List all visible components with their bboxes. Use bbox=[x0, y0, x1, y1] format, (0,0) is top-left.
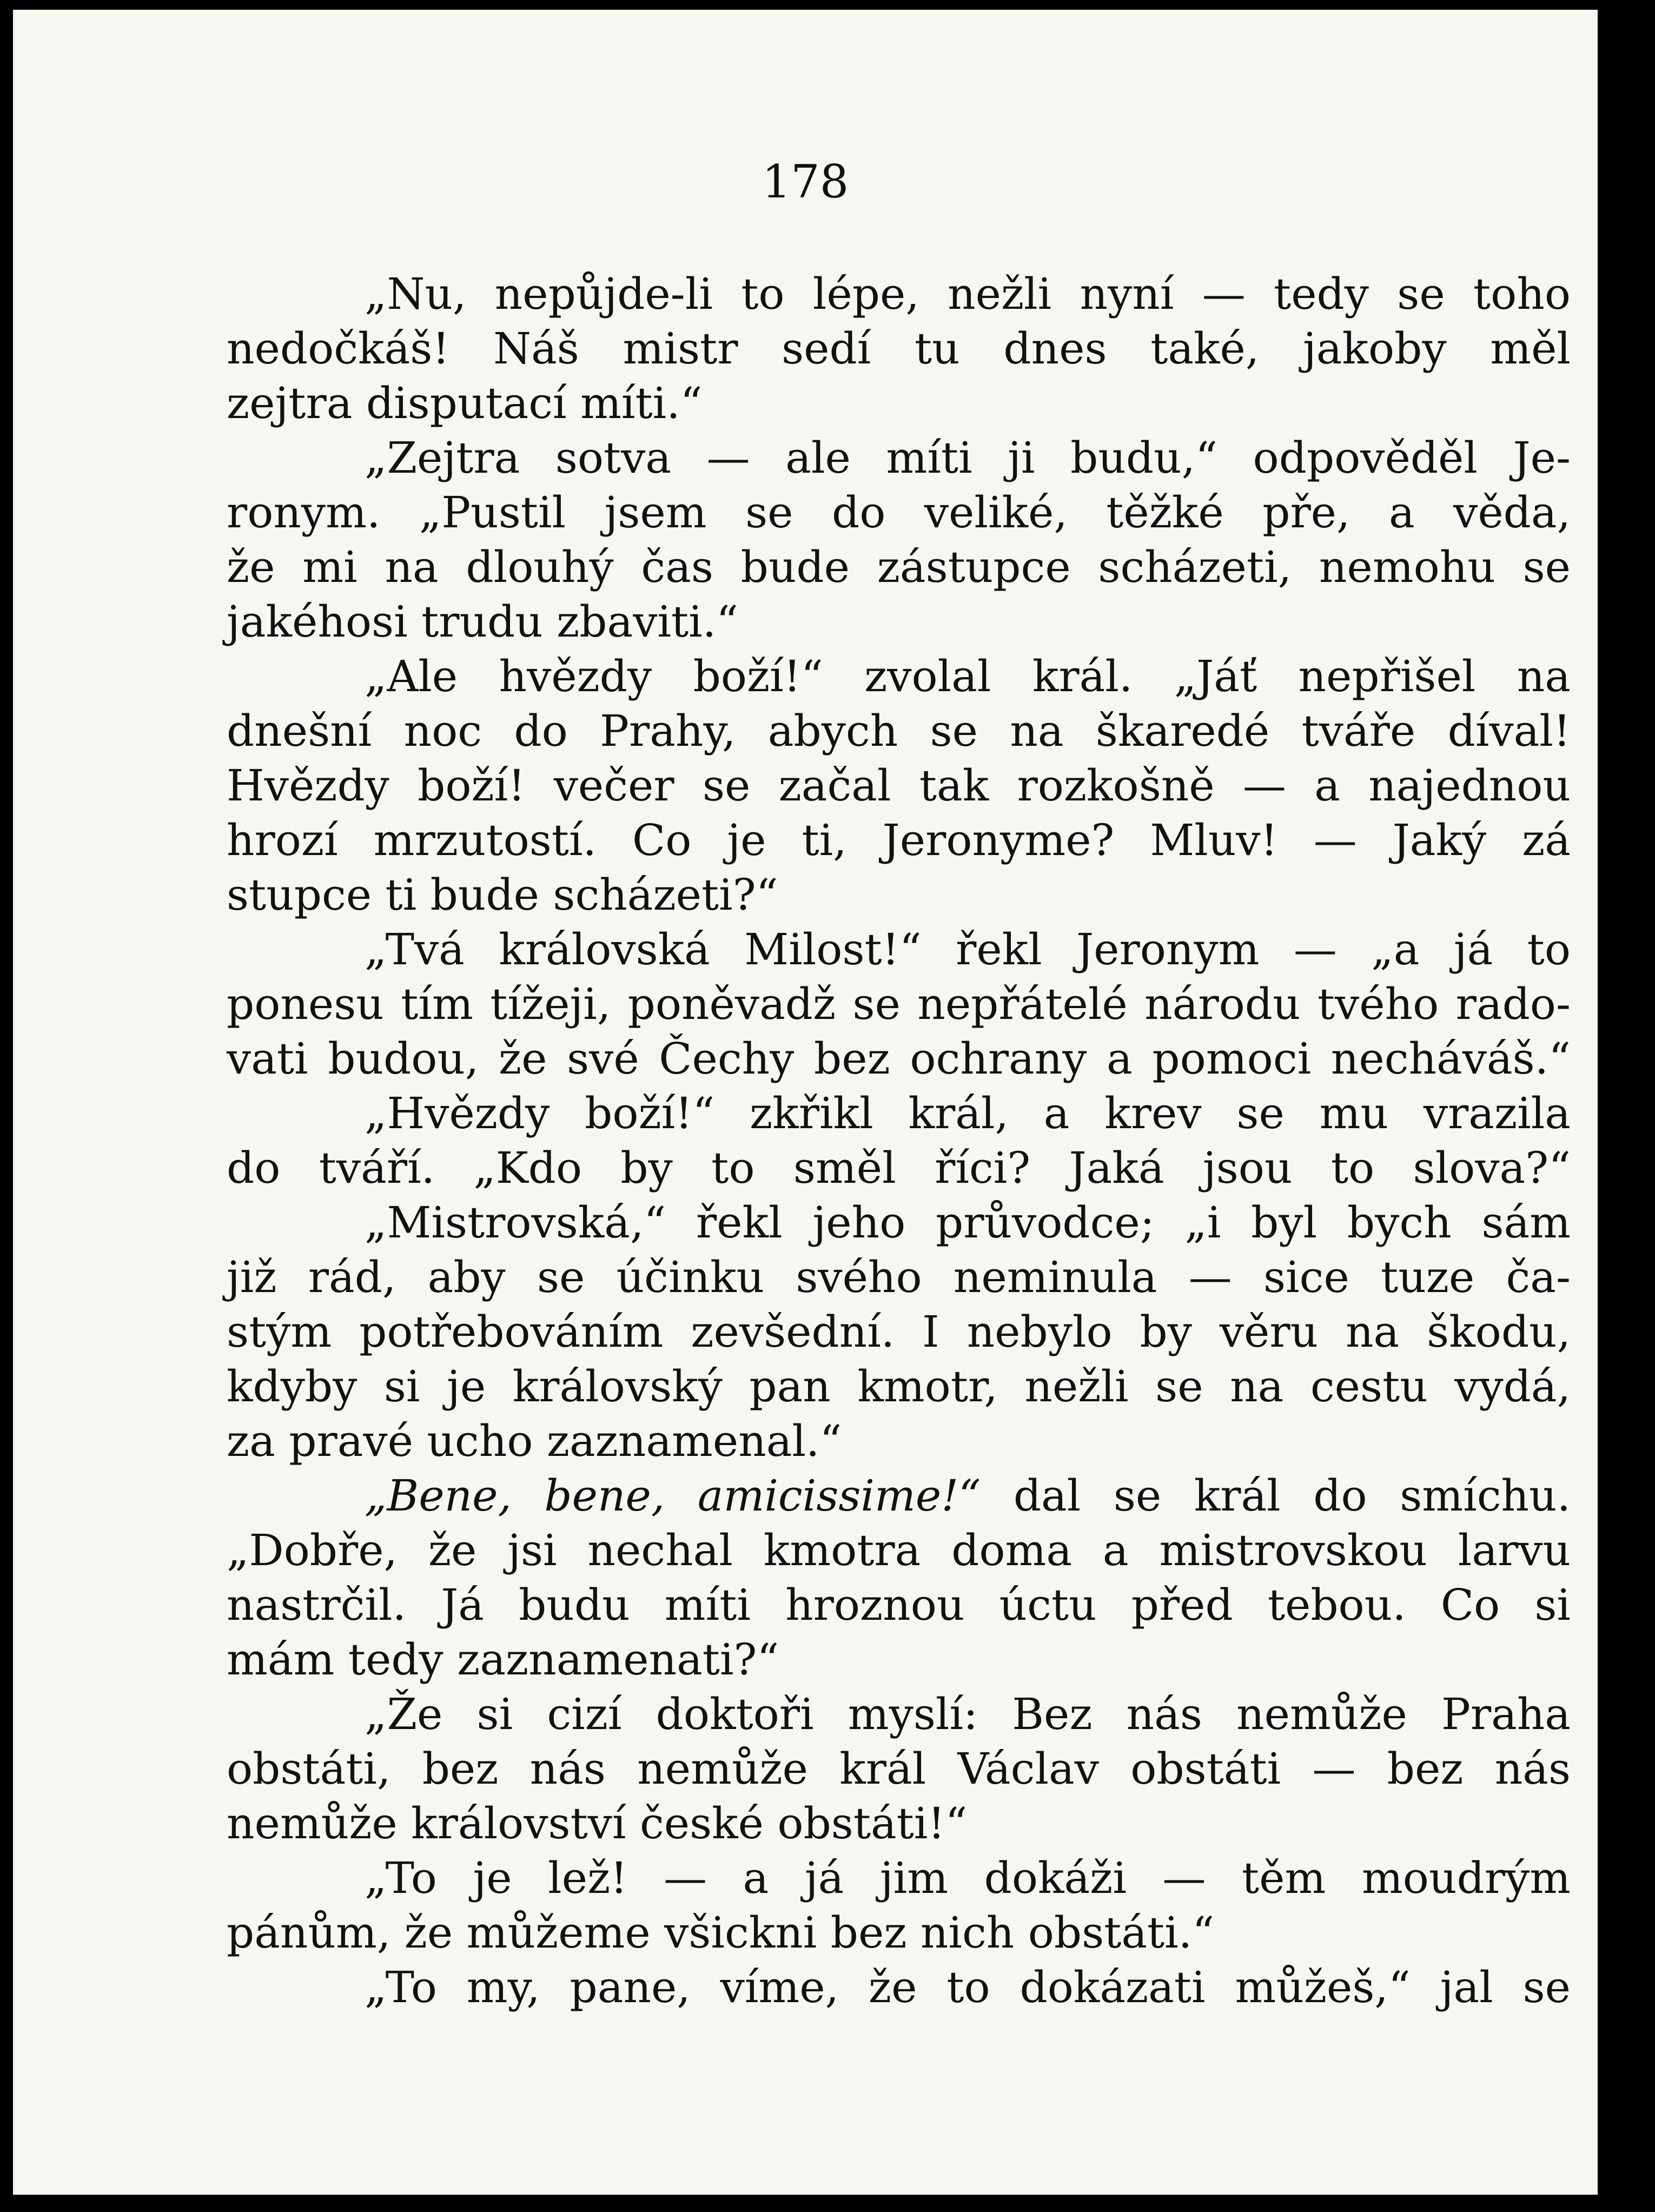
text-line: Hvězdy boží! večer se začal tak rozkošně — a najednou bbox=[227, 760, 1571, 811]
text-line: pánům, že můžeme všickni bez nich obstáti.“ bbox=[227, 1908, 1215, 1958]
page-number: 178 bbox=[762, 155, 849, 208]
text-line: do tváří. „Kdo by to směl říci? Jaká jsou to slova?“ bbox=[227, 1143, 1571, 1193]
text-line: stým potřebováním zevšední. I nebylo by věru na škodu, bbox=[227, 1307, 1571, 1357]
text-line: ronym. „Pustil jsem se do veliké, těžké pře, a věda, bbox=[227, 487, 1571, 538]
text-line: nastrčil. Já budu míti hroznou úctu před tebou. Co si bbox=[227, 1580, 1571, 1630]
text-line-rest: dal se král do smíchu. bbox=[1013, 1471, 1571, 1521]
text-line: mám tedy zaznamenati?“ bbox=[227, 1634, 779, 1685]
text-line: „Tvá královská Milost!“ řekl Jeronym — „a já to bbox=[365, 924, 1571, 975]
text-line: zejtra disputací míti.“ bbox=[227, 378, 703, 428]
text-line: již rád, aby se účinku svého neminula — sice tuze ča- bbox=[227, 1252, 1571, 1302]
latin-phrase: „Bene, bene, amicissime!“ bbox=[365, 1471, 1014, 1521]
text-line: stupce ti bude scházeti?“ bbox=[227, 870, 778, 920]
text-line: že mi na dlouhý čas bude zástupce scházeti, nemohu se bbox=[227, 542, 1571, 592]
text-line: vati budou, že své Čechy bez ochrany a pomoci necháváš.“ bbox=[227, 1034, 1571, 1084]
text-line: nedočkáš! Náš mistr sedí tu dnes také, jakoby měl bbox=[227, 323, 1571, 374]
text-line: „Dobře, že jsi nechal kmotra doma a mistrovskou larvu bbox=[227, 1525, 1571, 1575]
text-line: jakéhosi trudu zbaviti.“ bbox=[227, 597, 739, 647]
text-line: hrozí mrzutostí. Co je ti, Jeronyme? Mluv! — Jaký zá bbox=[227, 815, 1571, 865]
text-line-with-latin bbox=[227, 1468, 1571, 1523]
text-line: obstáti, bez nás nemůže král Václav obstáti — bez nás bbox=[227, 1744, 1571, 1794]
text-line: „Hvězdy boží!“ zkřikl král, a krev se mu vrazila bbox=[365, 1088, 1571, 1138]
text-line: „To je lež! — a já jim dokáži — těm moudrým bbox=[365, 1853, 1571, 1903]
text-line: „Ale hvězdy boží!“ zvolal král. „Jáť nepřišel na bbox=[365, 651, 1571, 701]
text-line: za pravé ucho zaznamenal.“ bbox=[227, 1416, 842, 1466]
text-line: kdyby si je královský pan kmotr, nežli se na cestu vydá, bbox=[227, 1361, 1571, 1412]
text-line: „Mistrovská,“ řekl jeho průvodce; „i byl bych sám bbox=[365, 1197, 1571, 1248]
book-page bbox=[13, 10, 1598, 2195]
text-line: nemůže království české obstáti!“ bbox=[227, 1798, 968, 1849]
text-line: „Že si cizí doktoři myslí: Bez nás nemůže Praha bbox=[365, 1689, 1571, 1739]
text-line: „Nu, nepůjde-li to lépe, nežli nyní — tedy se toho bbox=[365, 269, 1571, 319]
text-line: dnešní noc do Prahy, abych se na škaredé tváře díval! bbox=[227, 706, 1571, 756]
text-line: ponesu tím tížeji, poněvadž se nepřátelé národu tvého rado- bbox=[227, 979, 1571, 1029]
body-text bbox=[227, 267, 1571, 2015]
text-line: „To my, pane, víme, že to dokázati můžeš,“ jal se bbox=[365, 1962, 1571, 2012]
text-line: „Zejtra sotva — ale míti ji budu,“ odpověděl Je- bbox=[365, 433, 1571, 483]
